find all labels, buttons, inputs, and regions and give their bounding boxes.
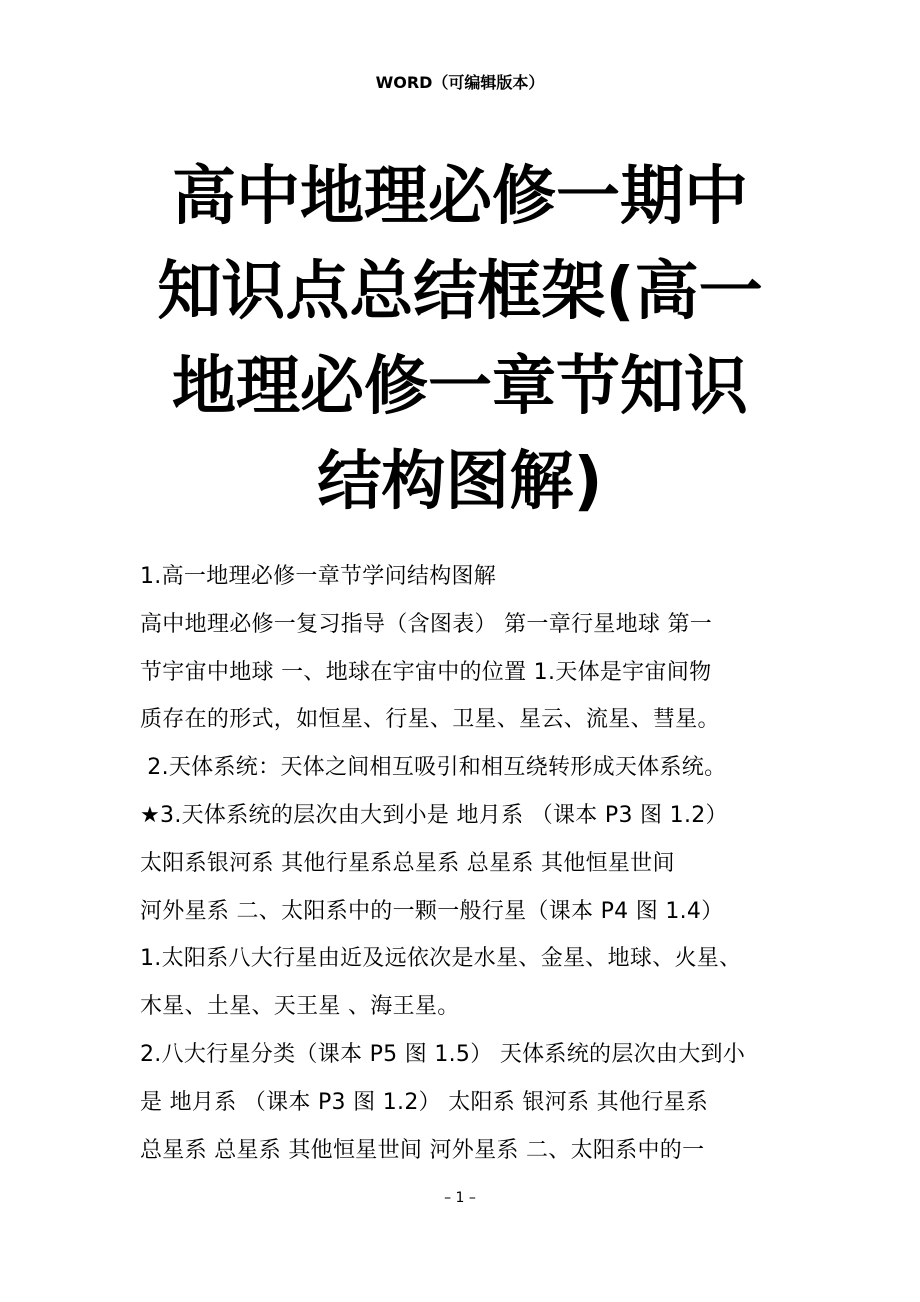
- body-line: 2.八大行星分类（课本 P5 图 1.5） 天体系统的层次由大到小: [140, 1041, 746, 1067]
- body-line: 总星系 总星系 其他恒星世间 河外星系 二、太阳系中的一: [140, 1137, 705, 1163]
- title-line: 地理必修一章节知识: [172, 350, 748, 424]
- body-line: 太阳系银河系 其他行星系总星系 总星系 其他恒星世间: [140, 850, 675, 876]
- document-header: WORD（可编辑版本）: [375, 73, 545, 92]
- body-line: 木星、土星、天王星 、海王星。: [140, 994, 460, 1020]
- body-line: 高中地理必修一复习指导（含图表） 第一章行星地球 第一: [140, 611, 713, 637]
- body-line: 2.天体系统：天体之间相互吸引和相互绕转形成天体系统。: [140, 755, 727, 781]
- body-line: 是 地月系 （课本 P3 图 1.2） 太阳系 银河系 其他行星系: [140, 1089, 709, 1115]
- body-line: 1.太阳系八大行星由近及远依次是水星、金星、地球、火星、: [140, 946, 742, 972]
- body-line: 1.高一地理必修一章节学问结构图解: [140, 564, 497, 589]
- body-line: 质存在的形式，如恒星、行星、卫星、星云、流星、彗星。: [140, 707, 720, 733]
- title-line: 知识点总结框架(高一: [157, 255, 763, 329]
- title-line: 结构图解): [317, 445, 603, 519]
- document-title: [0, 150, 920, 530]
- title-line: 高中地理必修一期中: [172, 160, 748, 234]
- body-line: 河外星系 二、太阳系中的一颗一般行星（课本 P4 图 1.4）: [140, 898, 724, 924]
- document-body: [140, 560, 800, 1181]
- body-line: ★3.天体系统的层次由大到小是 地月系 （课本 P3 图 1.2）: [140, 802, 728, 828]
- page-number: – 1 –: [444, 1190, 476, 1206]
- body-line: 节宇宙中地球 一、地球在宇宙中的位置 1.天体是宇宙间物: [140, 659, 712, 685]
